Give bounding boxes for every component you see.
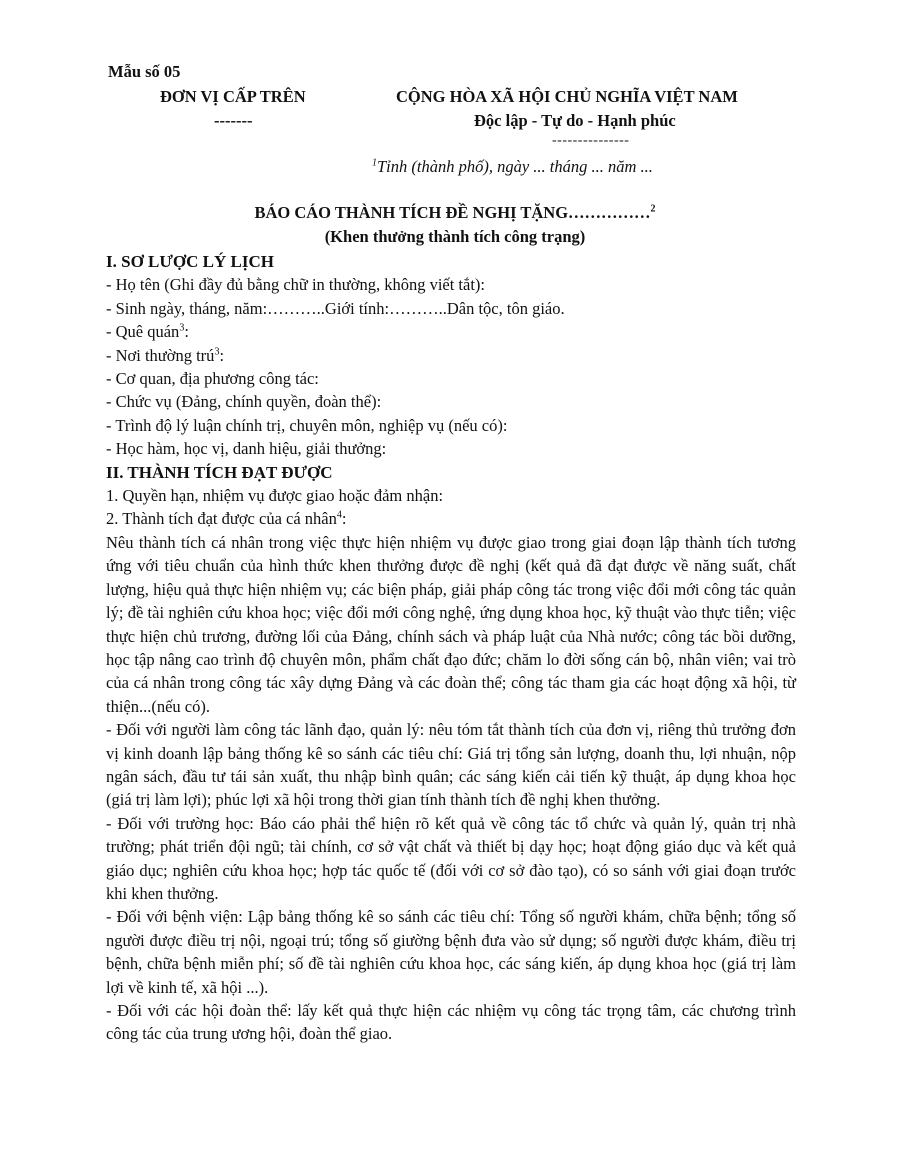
- paragraph-leaders: - Đối với người làm công tác lãnh đạo, quản lý: nêu tóm tắt thành tích của đơn vị, riêng thủ trưởng đơn vị kinh doanh lập bảng thống kê so sánh các tiêu chí: Giá trị tổng sản lượng, doanh thu, lợi nhuận, nộp ngân sách, đầu tư tái sản xuất, thu nhập bình quân; các sáng kiến cải tiến kỹ thuật, áp dụng khoa học (giá trị làm lợi); phúc lợi xã hội trong thời gian tính thành tích đề nghị khen thưởng.: [106, 720, 796, 810]
- place-date-text: Tỉnh (thành phố), ngày ... tháng ... năm ...: [377, 157, 653, 176]
- paragraph-hospitals: - Đối với bệnh viện: Lập bảng thống kê so sánh các tiêu chí: Tổng số người khám, chữa bệnh; tổng số người được điều trị nội, ngoại trú; tổng số giường bệnh đưa vào sử dụng; số người được khám, điều trị bệnh, chữa bệnh miễn phí; số đề tài nghiên cứu khoa học, các sáng kiến, áp dụng khoa học (giá trị làm lợi về kinh tế, xã hội ...).: [106, 907, 796, 997]
- footnote-ref: 3: [179, 322, 185, 334]
- motto-underline: ---------------: [552, 133, 630, 148]
- field-titles-awards: - Học hàm, học vị, danh hiệu, giải thưởng:: [106, 439, 387, 459]
- report-subtitle: (Khen thưởng thành tích công trạng): [324, 227, 586, 246]
- paragraph-schools: - Đối với trường học: Báo cáo phải thể hiện rõ kết quả về công tác tổ chức và quản lý, quản trị nhà trường; phát triển đội ngũ; tài chính, cơ sở vật chất và thiết bị dạy học; hoạt động giáo dục và kết quả giáo dục; nghiên cứu khoa học; hợp tác quốc tế (đối với cơ sở đào tạo), có so sánh với giai đoạn trước khi khen thưởng.: [106, 813, 796, 903]
- field-label: - Quê quán: [106, 322, 180, 342]
- field-colon: :: [219, 345, 225, 365]
- form-number: Mẫu số 05: [108, 62, 181, 81]
- national-title: CỘNG HÒA XÃ HỘI CHỦ NGHĨA VIỆT NAM: [396, 87, 738, 106]
- report-title-text: BÁO CÁO THÀNH TÍCH ĐỀ NGHỊ TẶNG……………: [254, 203, 651, 222]
- paragraph-personal-achievements: Nêu thành tích cá nhân trong việc thực hiện nhiệm vụ được giao trong giai đoạn lập thành tích tương ứng với tiêu chuẩn của hình thức khen thưởng được đề nghị (kết quả đã đạt được về năng suất, chất lượng, hiệu quả thực hiện nhiệm vụ; các biện pháp, giải pháp công tác trong việc đổi mới công tác quản lý; đề tài nghiên cứu khoa học; việc đổi mới công nghệ, ứng dụng khoa học, kỹ thuật vào thực tiễn; việc thực hiện chủ trương, đường lối của Đảng, chính sách và pháp luật của Nhà nước; công tác bồi dưỡng, học tập nâng cao trình độ chuyên môn, phẩm chất đạo đức; chăm lo đời sống cán bộ, nhân viên; vai trò của cá nhân trong công tác xây dựng Đảng và các đoàn thể; công tác tham gia các hoạt động xã hội, từ thiện...(nếu có).: [106, 532, 796, 716]
- field-birth-gender-ethnicity: - Sinh ngày, tháng, năm:………..Giới tính:………..Dân tộc, tôn giáo.: [106, 298, 565, 318]
- footnote-ref: 3: [214, 346, 220, 358]
- footnote-ref: 4: [336, 509, 342, 521]
- national-motto: Độc lập - Tự do - Hạnh phúc: [474, 111, 676, 130]
- section-heading-achievements: II. THÀNH TÍCH ĐẠT ĐƯỢC: [106, 462, 333, 482]
- field-position: - Chức vụ (Đảng, chính quyền, đoàn thể):: [106, 392, 382, 412]
- field-label: - Nơi thường trú: [106, 345, 215, 365]
- organization-underline: -------: [214, 111, 253, 130]
- field-fullname: - Họ tên (Ghi đầy đủ bằng chữ in thường, không viết tắt):: [106, 275, 486, 295]
- report-body: [106, 250, 796, 1046]
- footnote-ref: 1: [372, 157, 377, 169]
- field-hometown: [106, 320, 796, 343]
- field-qualification: - Trình độ lý luận chính trị, chuyên môn, nghiệp vụ (nếu có):: [106, 415, 508, 435]
- section-heading-biography: I. SƠ LƯỢC LÝ LỊCH: [106, 252, 274, 271]
- issuing-organization: ĐƠN VỊ CẤP TRÊN: [160, 87, 306, 106]
- achievement-item-duties: 1. Quyền hạn, nhiệm vụ được giao hoặc đảm nhận:: [106, 486, 444, 506]
- field-workplace: - Cơ quan, địa phương công tác:: [106, 369, 319, 389]
- report-title: [0, 203, 900, 223]
- field-colon: :: [184, 322, 189, 342]
- item-colon: :: [341, 509, 347, 529]
- item-label: 2. Thành tích đạt được của cá nhân: [106, 509, 337, 529]
- field-residence: [106, 344, 796, 367]
- paragraph-associations: - Đối với các hội đoàn thể: lấy kết quả thực hiện các nhiệm vụ công tác trọng tâm, các chương trình công tác của trung ương hội, đoàn thể giao.: [106, 1001, 796, 1044]
- achievement-item-personal: [106, 507, 796, 530]
- place-date-line: [372, 157, 653, 177]
- footnote-ref: 2: [650, 203, 656, 215]
